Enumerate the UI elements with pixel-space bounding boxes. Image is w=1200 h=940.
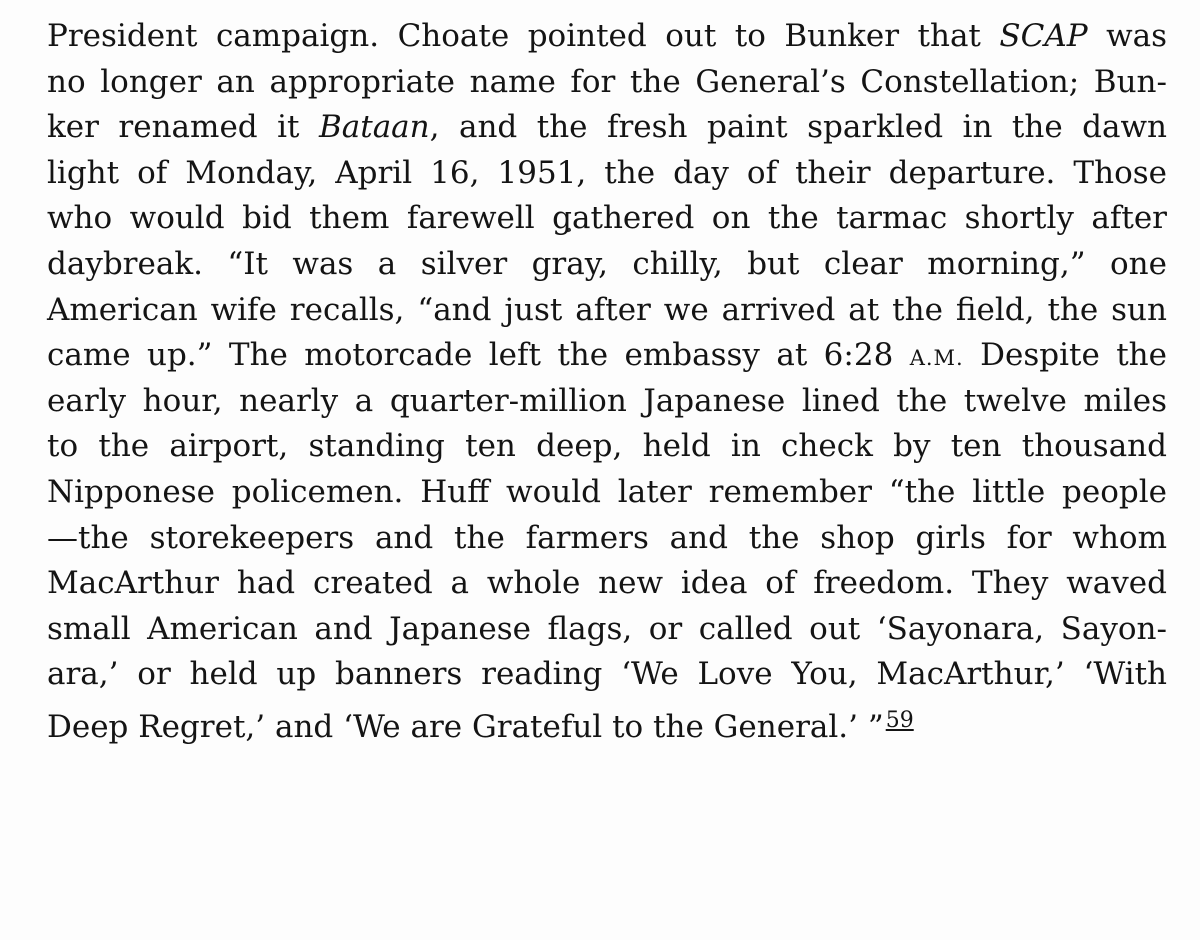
text-line-10: [47, 424, 1167, 470]
text-run: ara,’ or held up banners reading ‘We Love You, MacArthur,’ ‘With: [47, 656, 1167, 693]
text-line-4: [47, 151, 1167, 197]
text-line-12: [47, 516, 1167, 562]
italic-term-bataan: Bataan: [318, 109, 430, 146]
text-run: who would bid them farewell gathered on the tarmac shortly after: [47, 200, 1167, 237]
text-line-8: [47, 333, 1167, 379]
text-run: early hour, nearly a quarter-million Japanese lined the twelve miles: [47, 382, 1167, 419]
text-run: American wife recalls, “and just after we arrived at the field, the sun: [47, 291, 1167, 328]
body-paragraph: [47, 14, 1167, 744]
text-line-15: [47, 652, 1167, 698]
text-line-2: [47, 60, 1167, 106]
text-run: to the airport, standing ten deep, held in check by ten thousand: [47, 428, 1167, 465]
text-run: was: [1087, 18, 1168, 54]
text-line-14: [47, 607, 1167, 653]
small-caps-time: A.M.: [909, 346, 964, 371]
text-line-16: [47, 698, 1167, 744]
text-run: Despite the: [963, 337, 1167, 374]
text-run: ker renamed it: [47, 109, 319, 146]
text-run: light of Monday, April 16, 1951, the day of their departure. Those: [47, 154, 1167, 191]
text-run: came up.” The motorcade left the embassy at 6:28: [47, 337, 910, 374]
text-line-11: [47, 470, 1167, 516]
text-run: small American and Japanese flags, or called out ‘Sayonara, Sayon-: [47, 610, 1167, 647]
text-run: , and the fresh paint sparkled in the dawn: [429, 109, 1167, 146]
text-line-1: [47, 14, 1167, 60]
text-line-13: [47, 561, 1167, 607]
text-run: Deep Regret,’ and ‘We are Grateful to the General.’ ”: [47, 708, 884, 745]
text-run: Nipponese policemen. Huff would later remember “the little people: [47, 473, 1167, 510]
text-run: no longer an appropriate name for the General’s Constellation; Bun-: [47, 63, 1167, 100]
italic-term-scap: SCAP: [999, 18, 1088, 54]
footnote-reference[interactable]: 59: [885, 707, 914, 733]
text-line-3: [47, 105, 1167, 151]
text-run: MacArthur had created a whole new idea of freedom. They waved: [47, 565, 1167, 602]
text-line-6: [47, 242, 1167, 288]
text-line-7: [47, 288, 1167, 334]
text-line-5: [47, 196, 1167, 242]
text-run: daybreak. “It was a silver gray, chilly, but clear morning,” one: [47, 245, 1167, 282]
text-run: —the storekeepers and the farmers and the shop girls for whom: [47, 519, 1167, 556]
text-run: President campaign. Choate pointed out to Bunker that: [47, 18, 1000, 54]
text-line-9: [47, 379, 1167, 425]
